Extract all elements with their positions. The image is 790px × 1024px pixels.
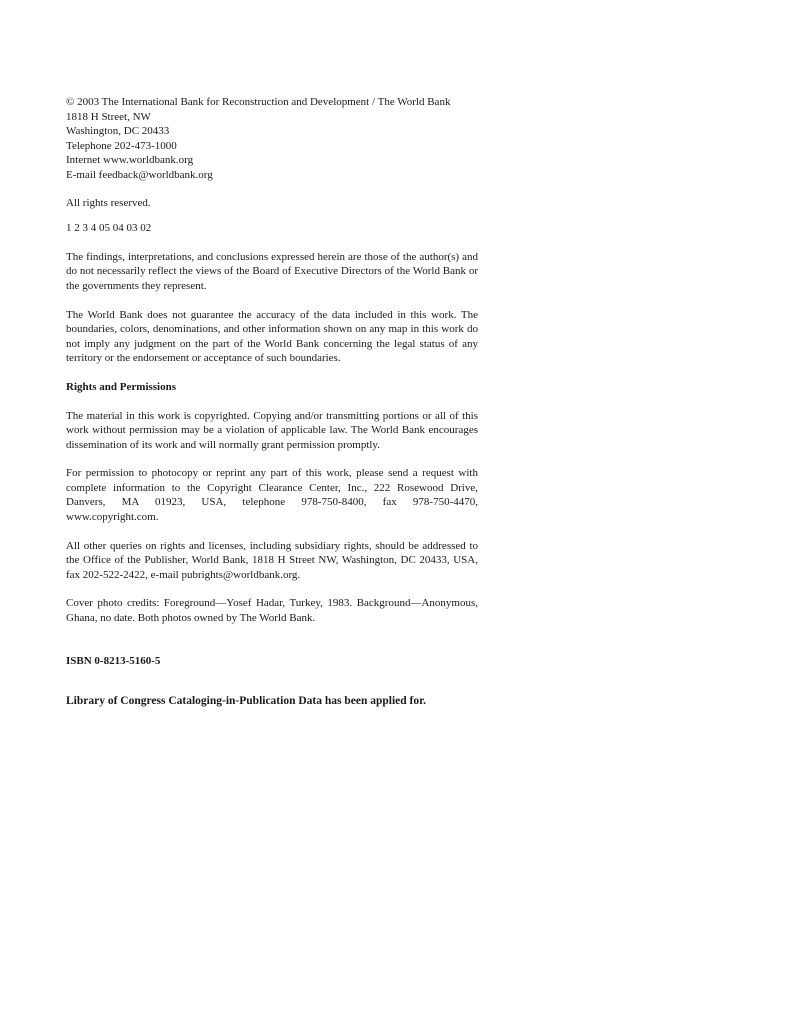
street-address: 1818 H Street, NW <box>66 110 151 123</box>
library-of-congress-note: Library of Congress Cataloging-in-Publication Data has been applied for. <box>66 695 427 708</box>
cover-credits: Cover photo credits: Foreground—Yosef Hadar, Turkey, 1983. Background—Anonymous, Ghana, no date. Both photos owned by The World Bank. <box>66 597 478 625</box>
disclaimer-findings: The findings, interpretations, and conclusions expressed herein are those of the author(s) and do not necessarily reflect the views of the Board of Executive Directors of the World Bank or the governments they represent. <box>66 250 478 292</box>
disclaimer-accuracy: The World Bank does not guarantee the accuracy of the data included in this work. The boundaries, colors, denominations, and other information shown on any map in this work do not imply any judgment on the part of the World Bank concerning the legal status of any territory or the endorsement or acceptance of such boundaries. <box>66 308 478 365</box>
printing-line: 1 2 3 4 05 04 03 02 <box>66 222 152 235</box>
city-address: Washington, DC 20433 <box>66 125 170 138</box>
isbn: ISBN 0-8213-5160-5 <box>66 654 161 667</box>
rights-copyrighted: The material in this work is copyrighted. Copying and/or transmitting portions or all of this work without permission may be a violation of applicable law. The World Bank encourages dissemination of its work and will normally grant permission promptly. <box>66 409 478 451</box>
rights-photocopy: For permission to photocopy or reprint any part of this work, please send a request with complete information to the Copyright Clearance Center, Inc., 222 Rosewood Drive, Danvers, MA 01923, USA, telephone 978-750-8400, fax 978-750-4470, www.copyright.com. <box>66 467 478 524</box>
publisher-address-block <box>66 95 478 183</box>
copyright-line: © 2003 The International Bank for Reconstruction and Development / The World Bank <box>66 96 451 108</box>
email-line: E-mail feedback@worldbank.org <box>66 168 213 181</box>
copyright-page <box>66 95 478 709</box>
rights-heading: Rights and Permissions <box>66 380 177 393</box>
internet-line: Internet www.worldbank.org <box>66 154 194 167</box>
rights-reserved: All rights reserved. <box>66 196 151 209</box>
rights-other: All other queries on rights and licenses, including subsidiary rights, should be addressed to the Office of the Publisher, World Bank, 1818 H Street NW, Washington, DC 20433, USA, fax 202-522-2422, e-mail pubrights@worldbank.org. <box>66 539 478 581</box>
telephone-line: Telephone 202-473-1000 <box>66 139 177 152</box>
